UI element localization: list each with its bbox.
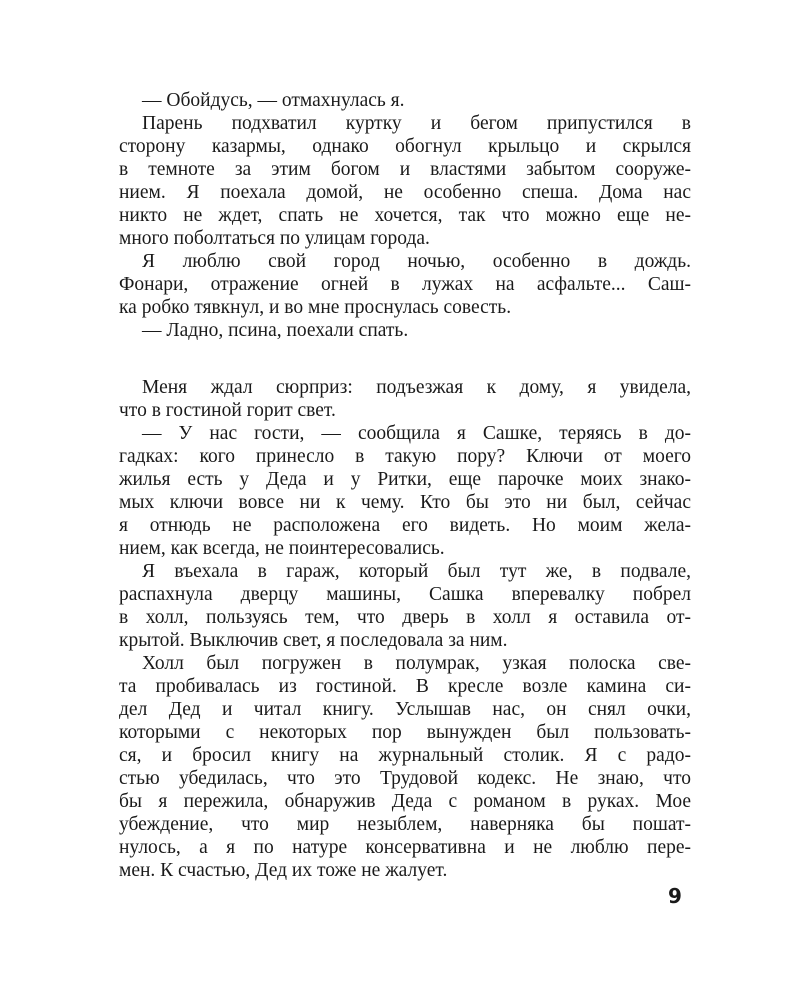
text-line: никто не ждет, спать не хочется, так что можно еще не- [119,205,691,226]
text-line: бы я пережила, обнаружив Деда с романом в руках. Мое [119,791,691,812]
text-line: распахнула дверцу машины, Сашка вперевалку побрел [119,584,691,605]
text-line: нием, как всегда, не поинтересовались. [119,538,445,559]
text-line: — Ладно, псина, поехали спать. [142,320,409,341]
text-line: жилья есть у Деда и у Ритки, еще парочке моих знако- [119,469,691,490]
text-line: много поболтаться по улицам города. [119,228,430,249]
text-line: что в гостиной горит свет. [119,400,336,421]
text-line: стью убедилась, что это Трудовой кодекс. Не знаю, что [119,768,691,789]
text-section-1 [119,89,691,342]
text-line: сторону казармы, однако обогнул крыльцо и скрылся [119,136,691,157]
text-line: Меня ждал сюрприз: подъезжая к дому, я увидела, [142,377,691,398]
text-section-2 [119,376,691,882]
text-line: — Обойдусь, — отмахнулась я. [142,90,405,111]
text-line: крытой. Выключив свет, я последовала за ним. [119,630,508,651]
text-line: я отнюдь не расположена его видеть. Но моим жела- [119,515,691,536]
text-line: Я въехала в гараж, который был тут же, в подвале, [142,561,691,582]
text-line: в холл, пользуясь тем, что дверь в холл я оставила от- [119,607,691,628]
text-line: нием. Я поехала домой, не особенно спеша. Дома нас [119,182,691,203]
text-line: нулось, а я по натуре консервативна и не люблю пере- [119,837,691,858]
text-line: мых ключи вовсе ни к чему. Кто бы это ни был, сейчас [119,492,691,513]
text-line: Фонари, отражение огней в лужах на асфальте... Саш- [119,274,691,295]
text-line: в темноте за этим богом и властями забытом сооруже- [119,159,691,180]
text-line: убеждение, что мир незыблем, наверняка бы пошат- [119,814,691,835]
text-line: та пробивалась из гостиной. В кресле возле камина си- [119,676,691,697]
text-line: дел Дед и читал книгу. Услышав нас, он снял очки, [119,699,691,720]
text-line: Парень подхватил куртку и бегом припустился в [142,113,691,134]
text-line: ся, и бросил книгу на журнальный столик. Я с радо- [119,745,691,766]
text-line: мен. К счастью, Дед их тоже не жалует. [119,860,448,881]
text-line: которыми с некоторых пор вынужден был пользовать- [119,722,691,743]
text-line: Я люблю свой город ночью, особенно в дождь. [142,251,691,272]
text-line: — У нас гости, — сообщила я Сашке, теряясь в до- [142,423,691,444]
page-number: 9 [668,884,682,908]
text-line: ка робко тявкнул, и во мне проснулась совесть. [119,297,512,318]
text-line: гадках: кого принесло в такую пору? Ключи от моего [119,446,691,467]
text-line: Холл был погружен в полумрак, узкая полоска све- [142,653,691,674]
